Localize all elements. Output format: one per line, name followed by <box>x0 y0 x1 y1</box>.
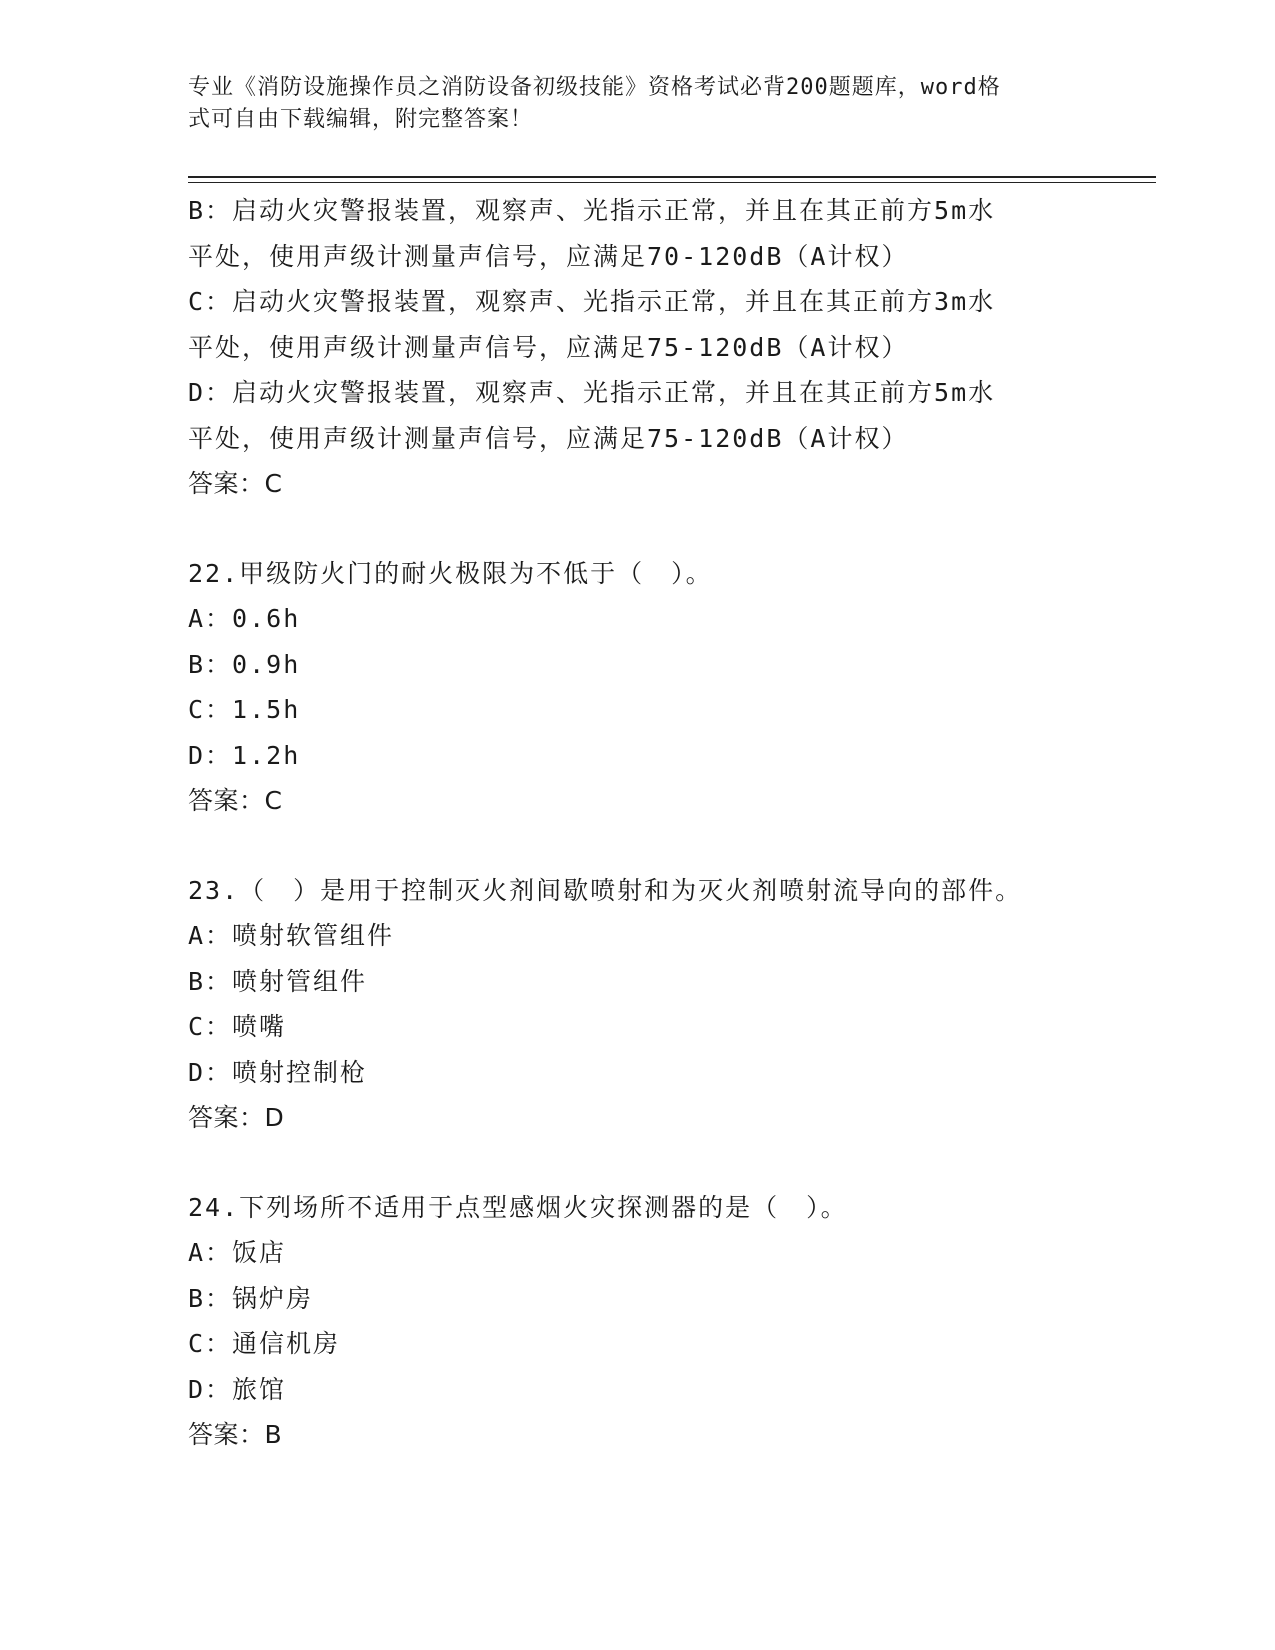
document-header <box>188 72 1068 136</box>
answer-text: 答案：B <box>188 1420 283 1449</box>
option-b: B：喷射管组件 <box>188 966 368 996</box>
option-c: C：1.5h <box>188 695 301 724</box>
header-divider-thin <box>188 182 1156 183</box>
option-d: D：1.2h <box>188 740 301 770</box>
option-d: D：喷射控制枪 <box>188 1057 368 1087</box>
spacer <box>188 507 1088 551</box>
option-b: B：0.9h <box>188 649 301 679</box>
spacer <box>188 1141 1088 1185</box>
question-list <box>188 188 1088 1458</box>
header-title-line-2: 式可自由下载编辑，附完整答案！ <box>188 107 534 132</box>
answer-text: 答案：C <box>188 469 283 498</box>
answer-text: 答案：D <box>188 1103 285 1132</box>
question-stem: 24.下列场所不适用于点型感烟火灾探测器的是（ ）。 <box>188 1192 848 1222</box>
option-line: B：启动火灾警报装置，观察声、光指示正常，并且在其正前方5m水 <box>188 196 996 225</box>
option-line: C：启动火灾警报装置，观察声、光指示正常，并且在其正前方3m水 <box>188 287 996 316</box>
question-24 <box>188 1185 1088 1458</box>
option-line: 平处，使用声级计测量声信号，应满足75-120dB（A计权） <box>188 332 909 362</box>
option-c: C：通信机房 <box>188 1329 341 1358</box>
option-line: D：启动火灾警报装置，观察声、光指示正常，并且在其正前方5m水 <box>188 378 996 407</box>
option-b: B：锅炉房 <box>188 1283 314 1313</box>
header-title-line-1: 专业《消防设施操作员之消防设备初级技能》资格考试必背200题题库，word格 <box>188 75 1001 100</box>
option-d: D：旅馆 <box>188 1374 287 1404</box>
question-22 <box>188 551 1088 824</box>
question-stem: 22.甲级防火门的耐火极限为不低于（ ）。 <box>188 558 713 588</box>
answer-text: 答案：C <box>188 786 283 815</box>
option-line: 平处，使用声级计测量声信号，应满足75-120dB（A计权） <box>188 423 909 453</box>
option-a: A：0.6h <box>188 604 301 633</box>
question-23 <box>188 868 1088 1141</box>
question-21-continued <box>188 188 1088 507</box>
option-a: A：喷射软管组件 <box>188 921 395 950</box>
option-a: A：饭店 <box>188 1238 287 1267</box>
question-stem: 23.（ ）是用于控制灭火剂间歇喷射和为灭火剂喷射流导向的部件。 <box>188 875 1023 905</box>
header-divider-thick <box>188 176 1156 178</box>
spacer <box>188 824 1088 868</box>
option-c: C：喷嘴 <box>188 1012 287 1041</box>
option-line: 平处，使用声级计测量声信号，应满足70-120dB（A计权） <box>188 241 909 271</box>
